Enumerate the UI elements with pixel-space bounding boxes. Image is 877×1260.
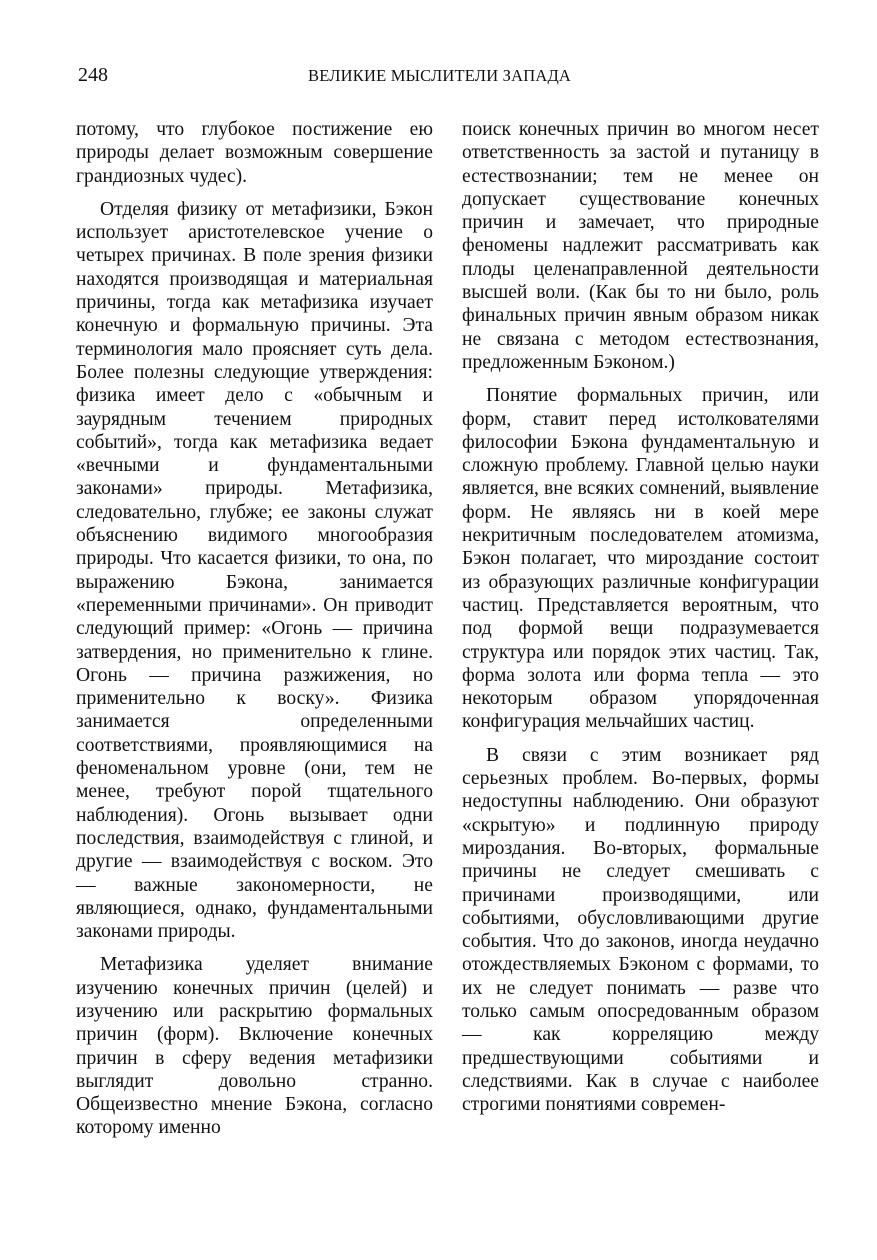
paragraph: потому, что глубокое постижение ею природы делает возможным совершение грандиозных чудес). — [76, 119, 433, 187]
paragraph: Метафизика уделяет внимание изучению конечных причин (целей) и изучению или раскрытию формальных причин (форм). Включение конечных причин в сферу ведения метафизики выглядит довольно странно. Общеизвестно мнение Бэкона, согласно которому именно — [76, 954, 433, 1139]
paragraph: Отделяя физику от метафизики, Бэкон использует аристотелевское учение о четырех причинах. В поле зрения физики находятся производящая и материальная причины, тогда как метафизика изучает конечную и формальную причины. Эта терминология мало проясняет суть дела. Более полезны следующие утверждения: физика имеет дело с «обычным и заурядным течением природных событий», тогда как метафизика ведает «вечными и фундаментальными законами» природы. Метафизика, следовательно, глубже; ее законы служат объяснению видимого многообразия природы. Что касается физики, то она, по выражению Бэкона, занимается «переменными причинами». Он приводит следующий пример: «Огонь — причина затвердения, но применительно к глине. Огонь — причина разжижения, но применительно к воску». Физика занимается определенными соответствиями, проявляющимися на феноменальном уровне (они, тем не менее, требуют порой тщательного наблюдения). Огонь вызывает одни последствия, взаимодействуя с глиной, и другие — взаимодействуя с воском. Это — важные закономерности, не являющиеся, однако, фундаментальными законами природы. — [76, 198, 433, 943]
page-header — [78, 64, 818, 92]
left-column — [76, 118, 433, 1140]
paragraph: Понятие формальных причин, или форм, ставит перед истолкователями философии Бэкона фундаментальную и сложную проблему. Главной целью науки является, вне всяких сомнений, выявление форм. Не являясь ни в коей мере некритичным последователем атомизма, Бэкон полагает, что мироздание состоит из образующих различные конфигурации частиц. Представляется вероятным, что под формой вещи подразумевается структура или порядок этих частиц. Так, форма золота или форма тепла — это некоторым образом упорядоченная конфигурация мельчайших частиц. — [462, 385, 819, 733]
running-title: ВЕЛИКИЕ МЫСЛИТЕЛИ ЗАПАДА — [308, 66, 572, 85]
paragraph: поиск конечных причин во многом несет ответственность за застой и путаницу в естествознании; тем не менее он допускает существование конечных причин и замечает, что природные феномены надлежит рассматривать как плоды целенаправленной деятельности высшей воли. (Как бы то ни было, роль финальных причин явным образом никак не связана с методом естествознания, предложенным Бэконом.) — [462, 119, 819, 373]
right-column — [462, 118, 819, 1116]
page-number: 248 — [78, 64, 108, 86]
paragraph: В связи с этим возникает ряд серьезных проблем. Во-первых, формы недоступны наблюдению. Они образуют «скрытую» и подлинную природу мироздания. Во-вторых, формальные причины не следует смешивать с причинами производящими, или событиями, обусловливающими другие события. Что до законов, иногда неудачно отождествляемых Бэконом с формами, то их не следует понимать — разве что только самым опосредованным образом — как корреляцию между предшествующими событиями и следствиями. Как в случае с наиболее строгими понятиями современ- — [462, 744, 819, 1116]
